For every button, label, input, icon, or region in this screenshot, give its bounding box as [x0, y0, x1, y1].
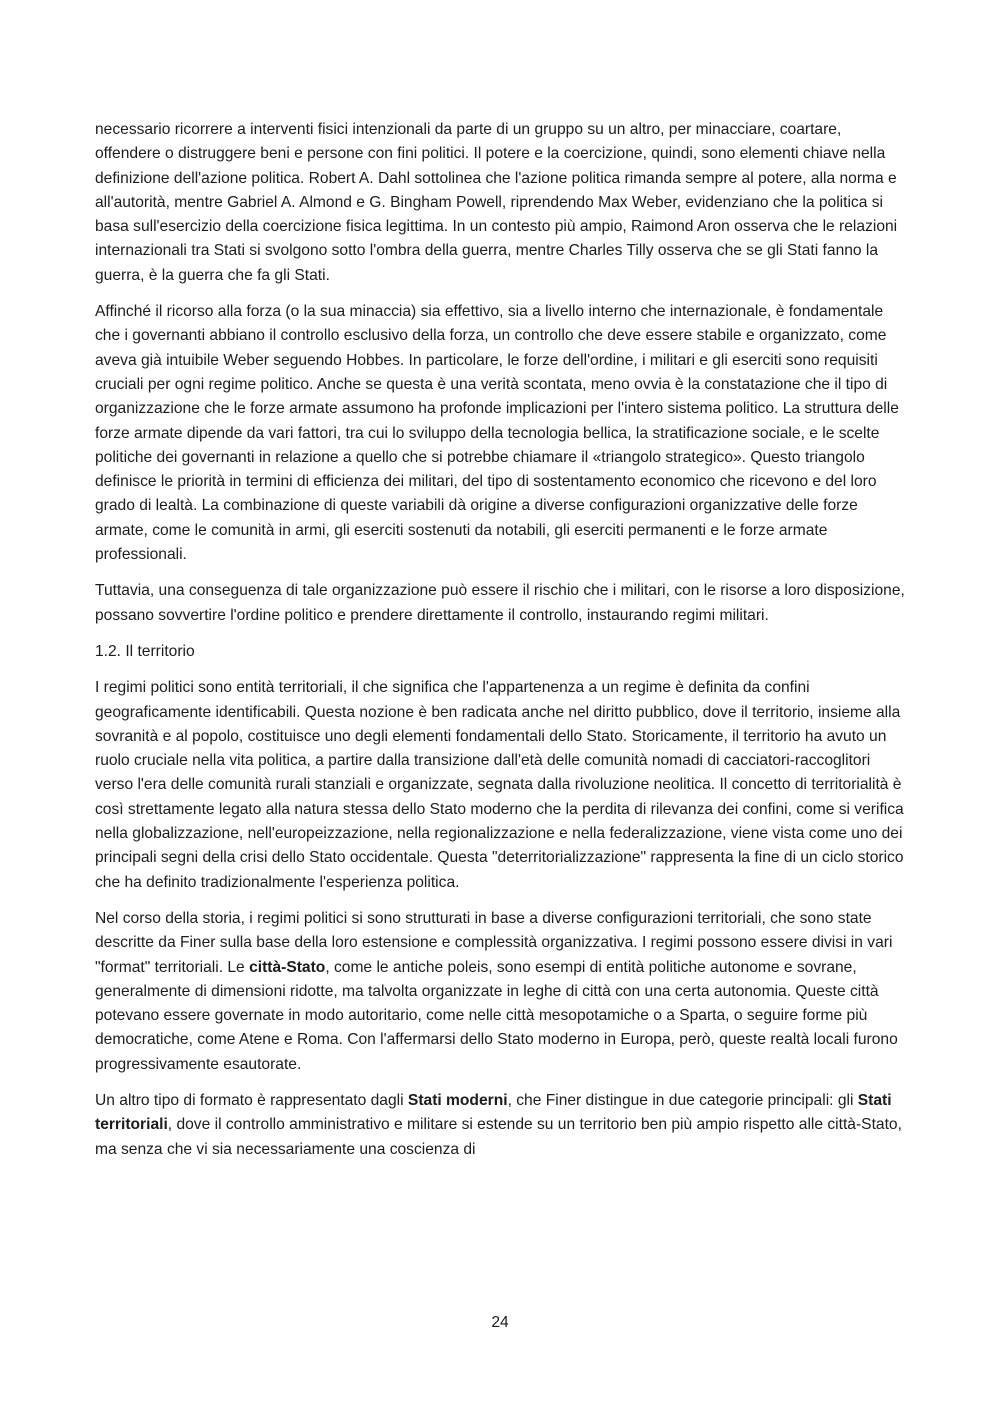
bold-term: Stati moderni	[407, 1091, 508, 1109]
page-number: 24	[491, 1314, 509, 1331]
paragraph	[95, 1089, 907, 1162]
text-segment: Nel corso della storia, i regimi politici si sono strutturati in base a diverse configurazioni territoriali, che sono state descritte da Finer sulla base della loro estensione e complessità organizzativa. I regimi possono essere divisi in vari "format" territoriali. Le	[95, 909, 893, 976]
text-segment: necessario ricorrere a interventi fisici intenzionali da parte di un gruppo su un altro, per minacciare, coartare, offendere o distruggere beni e persone con fini politici. Il potere e la coercizione, quindi, sono elementi chiave nella definizione dell'azione politica. Robert A. Dahl sottolinea che l'azione politica rimanda sempre al potere, alla norma e all'autorità, mentre Gabriel A. Almond e G. Bingham Powell, riprendendo Max Weber, evidenziano che la politica si basa sull'esercizio della coercizione fisica legittima. In un contesto più ampio, Raimond Aron osserva che le relazioni internazionali tra Stati si svolgono sotto l'ombra della guerra, mentre Charles Tilly osserva che se gli Stati fanno la guerra, è la guerra che fa gli Stati.	[95, 121, 898, 284]
text-segment: , che Finer distingue in due categorie principali: gli	[507, 1091, 858, 1109]
bold-term: città-Stato	[249, 958, 326, 976]
text-segment: I regimi politici sono entità territoriali, il che significa che l'appartenenza a un regime è definita da confini geograficamente identificabili. Questa nozione è ben radicata anche nel diritto pubblico, dove il territorio, insieme alla sovranità e al popolo, costituisce uno degli elementi fondamentali dello Stato. Storicamente, il territorio ha avuto un ruolo cruciale nella vita politica, a partire dalla transizione dall'età delle comunità nomadi di cacciatori-raccoglitori verso l'era delle comunità rurali stanziali e organizzate, segnata dalla rivoluzione neolitica. Il concetto di territorialità è così strettamente legato alla natura stessa dello Stato moderno che la perdita di rilevanza dei confini, come si verifica nella globalizzazione, nell'europeizzazione, nella regionalizzazione e nella federalizzazione, viene vista come uno dei principali segni della crisi dello Stato occidentale. Questa "deterritorializzazione" rappresenta la fine di un ciclo storico che ha definito tradizionalmente l'esperienza politica.	[95, 679, 904, 891]
text-segment: 1.2. Il territorio	[95, 642, 195, 660]
text-segment: Un altro tipo di formato è rappresentato dagli	[95, 1091, 408, 1109]
text-segment: , come le antiche poleis, sono esempi di entità politiche autonome e sovrane, generalmente di dimensioni ridotte, ma talvolta organizzate in leghe di città con una certa autonomia. Queste città potevano essere governate in modo autoritario, come nelle città mesopotamiche o a Sparta, o seguire forme più democratiche, come Atene e Roma. Con l'affermarsi dello Stato moderno in Europa, però, queste realtà locali furono progressivamente esautorate.	[95, 958, 898, 1073]
paragraph	[95, 118, 907, 288]
paragraph	[95, 907, 907, 1077]
text-segment: Affinché il ricorso alla forza (o la sua minaccia) sia effettivo, sia a livello interno che internazionale, è fondamentale che i governanti abbiano il controllo esclusivo della forza, un controllo che deve essere stabile e organizzato, come aveva già intuibile Weber seguendo Hobbes. In particolare, le forze dell'ordine, i militari e gli eserciti sono requisiti cruciali per ogni regime politico. Anche se questa è una verità scontata, meno ovvia è la constatazione che il tipo di organizzazione che le forze armate assumono ha profonde implicazioni per l'intero sistema politico. La struttura delle forze armate dipende da vari fattori, tra cui lo sviluppo della tecnologia bellica, la stratificazione sociale, e le scelte politiche dei governanti in relazione a quello che si potrebbe chiamare il «triangolo strategico». Questo triangolo definisce le priorità in termini di efficienza dei militari, del tipo di sostentamento economico che ricevono e del loro grado di lealtà. La combinazione di queste variabili dà origine a diverse configurazioni organizzative delle forze armate, come le comunità in armi, gli eserciti sostenuti da notabili, gli eserciti permanenti e le forze armate professionali.	[95, 303, 899, 564]
text-segment: , dove il controllo amministrativo e militare si estende su un territorio ben più ampio rispetto alle città-Stato, ma senza che vi sia necessariamente una coscienza di	[95, 1116, 902, 1158]
page-body	[95, 118, 907, 1174]
section-heading	[95, 640, 907, 664]
bold-term: Stati territoriali	[95, 1091, 892, 1134]
paragraph	[95, 676, 907, 895]
paragraph	[95, 579, 907, 628]
paragraph	[95, 300, 907, 567]
text-segment: Tuttavia, una conseguenza di tale organizzazione può essere il rischio che i militari, con le risorse a loro disposizione, possano sovvertire l'ordine politico e prendere direttamente il controllo, instaurando regimi militari.	[95, 582, 905, 624]
